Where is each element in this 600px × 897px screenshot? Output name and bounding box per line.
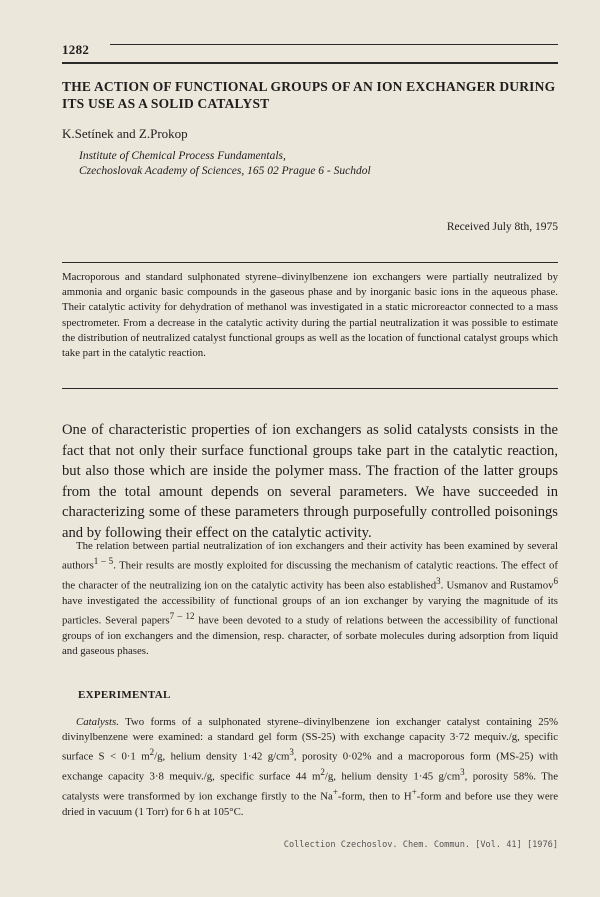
reference-superscript: 6 bbox=[553, 576, 558, 586]
journal-footer: Collection Czechoslov. Chem. Commun. [Vol. 41] [1976] bbox=[283, 840, 558, 850]
article-title: THE ACTION OF FUNCTIONAL GROUPS OF AN ION EXCHANGER DURING ITS USE AS A SOLID CATALYST bbox=[62, 79, 556, 111]
text-run: The relation between partial neutralization of ion exchangers and their activity has been examined by several authors bbox=[62, 540, 558, 572]
header-rule bbox=[110, 44, 558, 45]
text-run: -form and before use they were dried in vacuum (1 Torr) for 6 h at 105°C. bbox=[62, 790, 559, 818]
body-paragraph bbox=[62, 539, 558, 659]
text-run: , porosity 0·02% and a macroporous form (MS-25) with exchange capacity 3·8 mequiv./g, specific surface 44 m bbox=[62, 751, 558, 783]
received-date: Received July 8th, 1975 bbox=[446, 221, 558, 233]
header-rule-thick bbox=[62, 62, 558, 64]
superscript: 2 bbox=[149, 747, 155, 758]
reference-superscript: 7 – 12 bbox=[169, 611, 195, 621]
affiliation-line-1: Institute of Chemical Process Fundamentals, bbox=[79, 150, 286, 162]
page-number: 1282 bbox=[62, 42, 90, 57]
run-in-heading: Catalysts. bbox=[76, 716, 119, 728]
experimental-paragraph bbox=[62, 715, 558, 820]
abstract-rule-top bbox=[62, 262, 558, 263]
affiliation bbox=[79, 149, 559, 179]
reference-superscript: 1 – 5 bbox=[93, 556, 114, 567]
text-run: . Their results are mostly exploited for discussing the mechanism of catalytic reactions. The effect of the character of the neutralizing ion on the catalytic activity has been also established bbox=[62, 559, 558, 592]
superscript: + bbox=[411, 787, 417, 797]
superscript: 3 bbox=[289, 747, 294, 758]
text-run: /g, helium density 1·45 g/cm bbox=[324, 770, 461, 783]
abstract-rule-bottom bbox=[62, 388, 558, 389]
text-run: Two forms of a sulphonated styrene–divinylbenzene ion exchanger catalyst containing 25% divinylbenzene were examined: a standard gel form (SS-25) with exchange capacity 3·72 mequiv./g, specific surface S < 0·1 m bbox=[62, 716, 558, 763]
superscript: + bbox=[332, 787, 338, 797]
authors: K.Setínek and Z.Prokop bbox=[62, 126, 188, 141]
abstract: Macroporous and standard sulphonated styrene–divinylbenzene ion exchangers were partially neutralized by ammonia and organic basic compounds in the gaseous phase and by inorganic basic ions in the aqueous phase. Their catalytic activity for dehydration of methanol was investigated in a static microreactor connected to a mass spectrometer. From a decrease in the catalytic activity during the partial neutralization it was possible to estimate the distribution of neutralized catalyst functional groups as well as the location of functional catalyst groups which take part in the catalytic reaction. bbox=[62, 271, 558, 360]
text-run: have investigated the accessibility of functional groups of an ion exchanger by varying the magnitude of its particles. Several papers bbox=[62, 594, 558, 627]
superscript: 3 bbox=[460, 767, 465, 778]
section-heading: EXPERIMENTAL bbox=[78, 689, 171, 701]
affiliation-line-2: Czechoslovak Academy of Sciences, 165 02 Prague 6 - Suchdol bbox=[79, 165, 371, 177]
reference-superscript: 3 bbox=[436, 576, 441, 586]
text-run: . Usmanov and Rustamov bbox=[440, 579, 554, 592]
text-run: have been devoted to a study of relations between the accessibility of functional groups of ion exchangers and the dimension, resp. character, of sorbate molecules during adsorption from liquid and gaseous phases. bbox=[62, 614, 558, 657]
intro-paragraph: One of characteristic properties of ion exchangers as solid catalysts consists in the fact that not only their surface functional groups take part in the catalytic reaction, but also those which are inside the polymer mass. The fraction of the latter groups from the total amount depends on several parameters. We have succeeded in characterizing some of these parameters through purposefully controlled poisonings and by following their effect on the catalytic activity. bbox=[62, 422, 558, 541]
text-run: , porosity 58%. The catalysts were transformed by ion exchange firstly to the Na bbox=[62, 770, 558, 803]
text-run: /g, helium density 1·42 g/cm bbox=[154, 751, 290, 763]
superscript: 2 bbox=[320, 767, 325, 778]
text-run: -form, then to H bbox=[337, 790, 412, 803]
